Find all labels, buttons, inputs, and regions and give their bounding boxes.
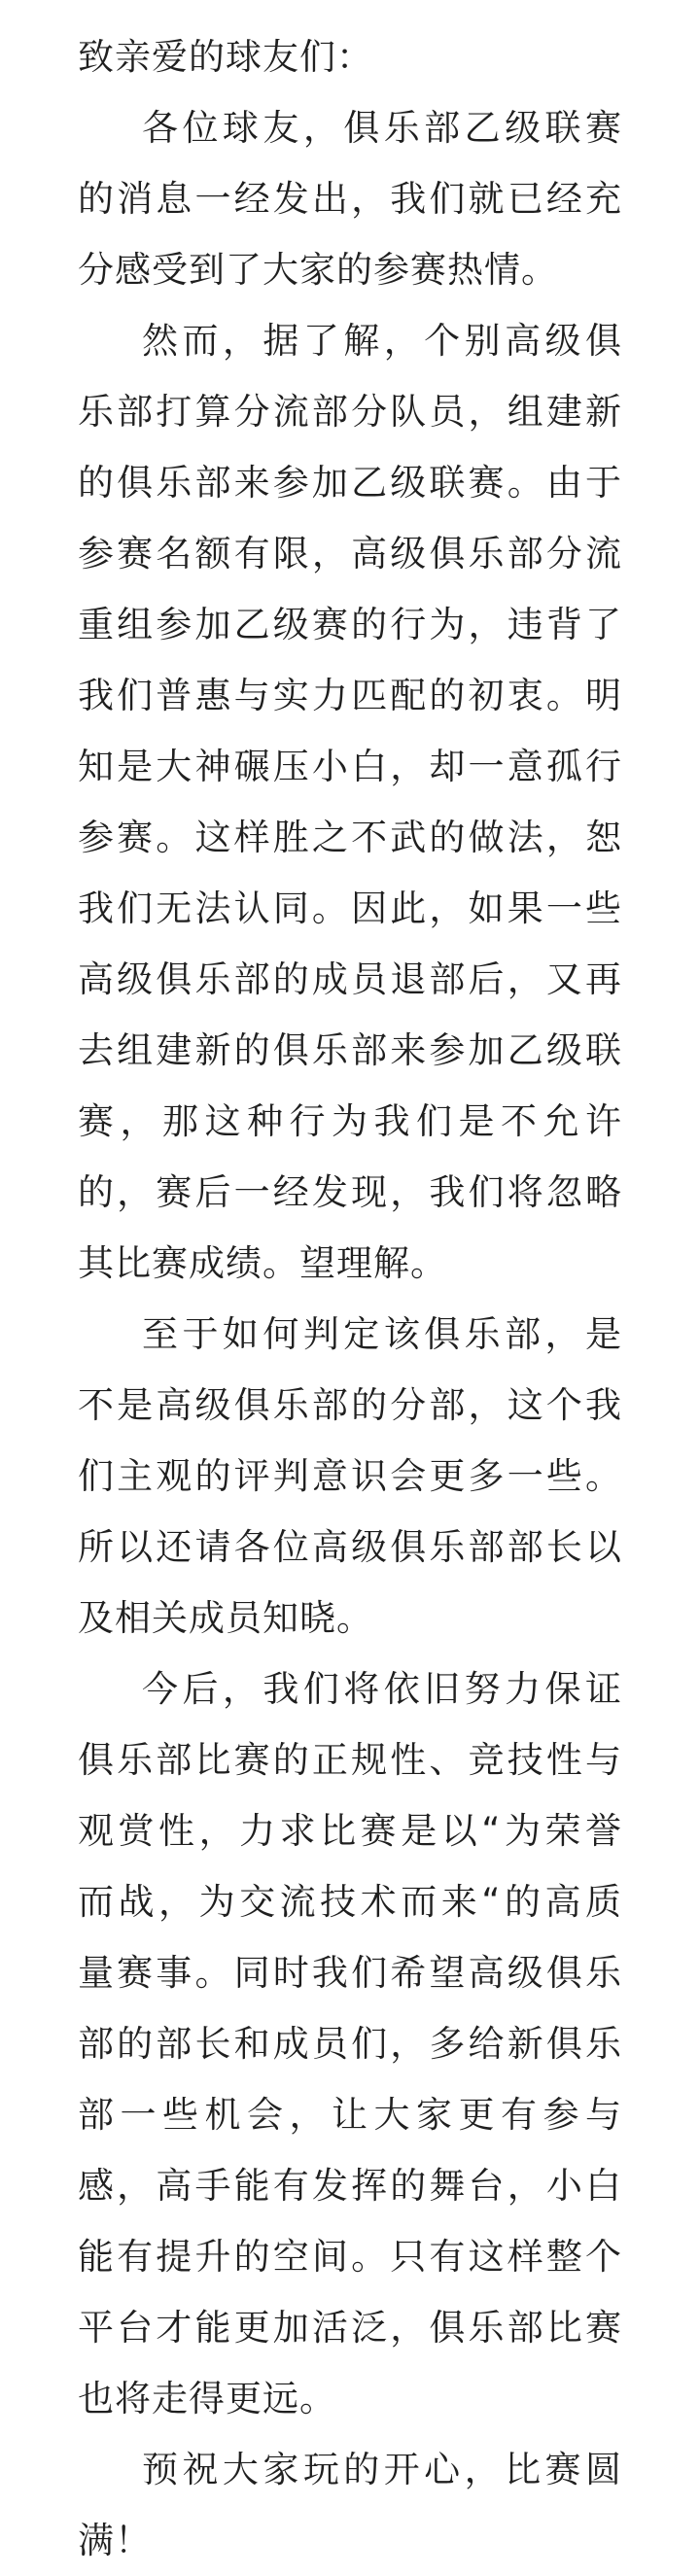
paragraph-1 — [78, 92, 622, 305]
paragraph-2 — [78, 305, 622, 1299]
text-line: 感，高手能有发挥的舞台，小白 — [78, 2165, 622, 2207]
text-line: 的消息一经发出，我们就已经充 — [78, 178, 622, 220]
text-line: 及相关成员知晓。 — [78, 1597, 373, 1639]
text-line: 也将走得更远。 — [78, 2378, 336, 2419]
text-line: 参赛。这样胜之不武的做法，恕 — [78, 817, 622, 858]
text-line: 满！ — [78, 2520, 152, 2561]
text-line: 乐部打算分流部分队员，组建新 — [78, 391, 622, 433]
text-line: 至于如何判定该俱乐部，是 — [142, 1313, 622, 1355]
text-line: 高级俱乐部的成员退部后，又再 — [78, 958, 622, 1000]
text-line: 各位球友，俱乐部乙级联赛 — [142, 107, 622, 149]
paragraph-4 — [78, 1654, 622, 2434]
text-line: 能有提升的空间。只有这样整个 — [78, 2236, 622, 2278]
text-line: 们主观的评判意识会更多一些。 — [78, 1455, 622, 1497]
text-line: 然而，据了解，个别高级俱 — [142, 320, 622, 362]
text-line: 所以还请各位高级俱乐部部长以 — [78, 1526, 622, 1568]
paragraph-3 — [78, 1299, 622, 1654]
text-line: 预祝大家玩的开心，比赛圆 — [142, 2449, 622, 2490]
text-line: 部的部长和成员们，多给新俱乐 — [78, 2023, 622, 2065]
text-line: 的，赛后一经发现，我们将忽略 — [78, 1171, 622, 1213]
letter-body — [78, 21, 622, 2576]
text-line: 去组建新的俱乐部来参加乙级联 — [78, 1029, 622, 1071]
text-line: 而战，为交流技术而来“的高质 — [78, 1881, 622, 1923]
text-line: 量赛事。同时我们希望高级俱乐 — [78, 1952, 622, 1994]
text-line: 分感受到了大家的参赛热情。 — [78, 249, 558, 291]
text-line: 知是大神碾压小白，却一意孤行 — [78, 746, 622, 787]
letter-salutation: 致亲爱的球友们： — [78, 36, 373, 78]
paragraph-5 — [78, 2434, 622, 2576]
text-line: 重组参加乙级赛的行为，违背了 — [78, 604, 622, 645]
text-line: 不是高级俱乐部的分部，这个我 — [78, 1384, 622, 1426]
text-line: 其比赛成绩。望理解。 — [78, 1242, 447, 1284]
text-line: 我们普惠与实力匹配的初衷。明 — [78, 675, 622, 716]
text-line: 我们无法认同。因此，如果一些 — [78, 888, 622, 929]
text-line: 部一些机会，让大家更有参与 — [78, 2094, 622, 2136]
text-line: 的俱乐部来参加乙级联赛。由于 — [78, 462, 622, 504]
text-line: 今后，我们将依旧努力保证 — [142, 1668, 622, 1710]
text-line: 观赏性，力求比赛是以“为荣誉 — [78, 1810, 622, 1852]
text-line: 参赛名额有限，高级俱乐部分流 — [78, 533, 622, 574]
text-line: 平台才能更加活泛，俱乐部比赛 — [78, 2307, 622, 2349]
text-line: 俱乐部比赛的正规性、竞技性与 — [78, 1739, 622, 1781]
text-line: 赛，那这种行为我们是不允许 — [78, 1100, 622, 1142]
